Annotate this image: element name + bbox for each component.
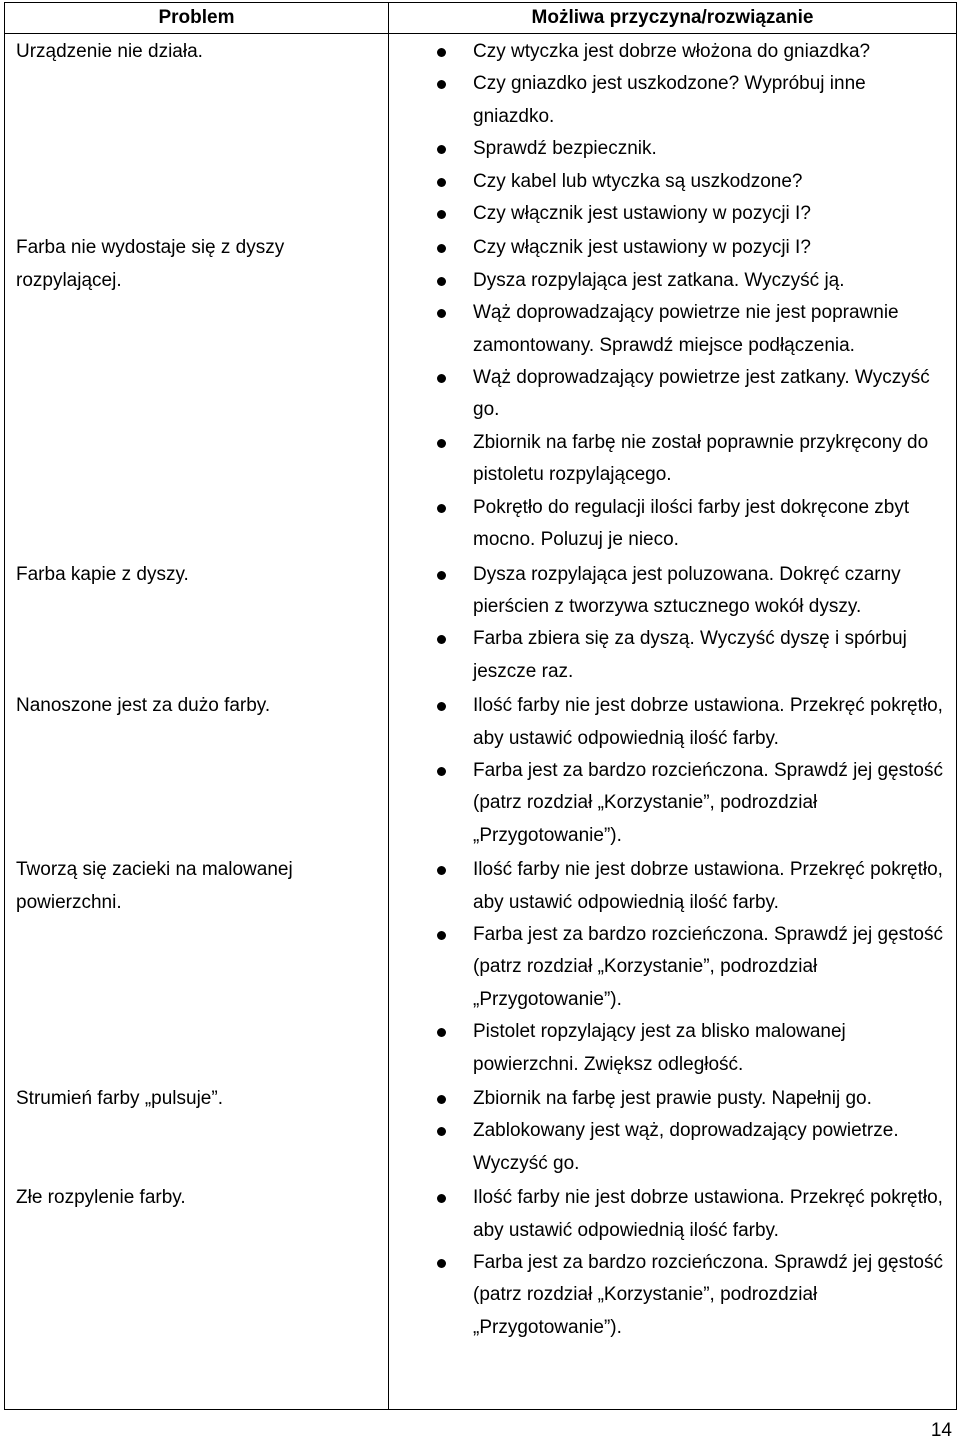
table-row [5,1180,957,1344]
bullet-icon [437,1095,446,1104]
cause-text: Ilość farby nie jest dobrze ustawiona. Przekręć pokrętło, aby ustawić odpowiednią ilość farby. [473,859,943,913]
cause-item [389,492,956,557]
cause-list [389,852,956,1081]
page-number: 14 [930,1420,952,1441]
cause-item [389,1115,956,1180]
table-row [5,688,957,852]
cause-item [389,198,956,230]
cause-text: Czy włącznik jest ustawiony w pozycji I? [473,237,811,259]
problem-cell: Farba kapie z dyszy. [5,557,389,689]
table-row [5,34,957,231]
cause-item [389,559,956,624]
cause-text: Zablokowany jest wąż, doprowadzający powietrze. Wyczyść go. [473,1120,899,1174]
bullet-icon [437,571,446,580]
cause-text: Dysza rozpylająca jest poluzowana. Dokręć czarny pierścien z tworzywa sztucznego wokół dyszy. [473,563,901,617]
cause-list [389,34,956,230]
cause-item [389,232,956,264]
cause-item [389,1016,956,1081]
bullet-icon [437,374,446,383]
table-row [5,1081,957,1180]
cause-item [389,1247,956,1344]
table-header-row [5,3,957,34]
header-cause: Możliwa przyczyna/rozwiązanie [389,3,957,34]
bullet-icon [437,1194,446,1203]
bullet-icon [437,178,446,187]
cause-text: Pistolet ropzylający jest za blisko malowanej powierzchni. Zwiększ odległość. [473,1021,846,1075]
cause-item [389,1182,956,1247]
table-filler-row [5,1344,957,1409]
cause-item [389,427,956,492]
cause-text: Zbiornik na farbę nie został poprawnie przykręcony do pistoletu rozpylającego. [473,431,929,486]
bullet-icon [437,702,446,711]
cause-item [389,362,956,427]
cause-item [389,297,956,362]
cause-text: Farba jest za bardzo rozcieńczona. Sprawdź jej gęstość (patrz rozdział „Korzystanie”, podrozdział „Przygotowanie”). [473,1252,943,1338]
cause-text: Sprawdź bezpiecznik. [473,138,657,160]
cause-cell [389,230,957,556]
cause-item [389,133,956,165]
cause-text: Zbiornik na farbę jest prawie pusty. Napełnij go. [473,1088,872,1109]
problem-cell: Nanoszone jest za dużo farby. [5,688,389,852]
header-problem: Problem [5,3,389,34]
filler-cell-left [5,1344,389,1409]
bullet-icon [437,80,446,89]
bullet-icon [437,145,446,154]
cause-list [389,557,956,689]
table-row [5,557,957,689]
problem-cell: Tworzą się zacieki na malowanej powierzchni. [5,852,389,1081]
cause-text: Czy gniazdko jest uszkodzone? Wypróbuj inne gniazdko. [473,73,866,127]
bullet-icon [437,210,446,219]
table-body [5,34,957,1410]
problem-cell: Urządzenie nie działa. [5,34,389,231]
cause-text: Wąż doprowadzający powietrze jest zatkany. Wyczyść go. [473,367,930,421]
bullet-icon [437,277,446,286]
cause-item [389,68,956,133]
table-row [5,230,957,556]
cause-list [389,230,956,556]
cause-text: Wąż doprowadzający powietrze nie jest poprawnie zamontowany. Sprawdź miejsce podłączenia. [473,302,899,356]
cause-cell [389,34,957,231]
table-row [5,852,957,1081]
bullet-icon [437,439,446,448]
cause-item [389,265,956,297]
cause-text: Ilość farby nie jest dobrze ustawiona. Przekręć pokrętło, aby ustawić odpowiednią ilość farby. [473,695,943,749]
cause-text: Dysza rozpylająca jest zatkana. Wyczyść ją. [473,269,845,291]
cause-item [389,166,956,198]
cause-list [389,688,956,852]
cause-item [389,36,956,68]
cause-item [389,854,956,919]
bullet-icon [437,1028,446,1037]
cause-text: Czy kabel lub wtyczka są uszkodzone? [473,170,803,192]
cause-item [389,1083,956,1115]
bullet-icon [437,48,446,57]
cause-cell [389,688,957,852]
cause-text: Pokrętło do regulacji ilości farby jest dokręcone zbyt mocno. Poluzuj je nieco. [473,496,910,551]
cause-list [389,1180,956,1344]
bullet-icon [437,635,446,644]
cause-text: Czy wtyczka jest dobrze włożona do gniazdka? [473,41,871,62]
cause-text: Farba zbiera się za dyszą. Wyczyść dyszę i spórbuj jeszcze raz. [473,628,907,682]
cause-cell [389,852,957,1081]
bullet-icon [437,309,446,318]
cause-list [389,1081,956,1180]
cause-item [389,690,956,755]
cause-text: Farba jest za bardzo rozcieńczona. Sprawdź jej gęstość (patrz rozdział „Korzystanie”, podrozdział „Przygotowanie”). [473,759,943,846]
problem-cell: Strumień farby „pulsuje”. [5,1081,389,1180]
cause-text: Farba jest za bardzo rozcieńczona. Sprawdź jej gęstość (patrz rozdział „Korzystanie”, podrozdział „Przygotowanie”). [473,923,943,1010]
cause-cell [389,1180,957,1344]
bullet-icon [437,1127,446,1136]
cause-text: Ilość farby nie jest dobrze ustawiona. Przekręć pokrętło, aby ustawić odpowiednią ilość farby. [473,1187,943,1241]
cause-item [389,623,956,688]
problem-cell: Farba nie wydostaje się z dyszy rozpylającej. [5,230,389,556]
cause-item [389,919,956,1016]
bullet-icon [437,767,446,776]
bullet-icon [437,931,446,940]
cause-cell [389,1081,957,1180]
cause-text: Czy włącznik jest ustawiony w pozycji I? [473,203,811,225]
filler-cell-right [389,1344,957,1409]
cause-cell [389,557,957,689]
cause-item [389,755,956,852]
bullet-icon [437,866,446,875]
bullet-icon [437,244,446,253]
problem-cell: Złe rozpylenie farby. [5,1180,389,1344]
troubleshooting-table [4,2,957,1410]
bullet-icon [437,1259,446,1268]
bullet-icon [437,504,446,513]
